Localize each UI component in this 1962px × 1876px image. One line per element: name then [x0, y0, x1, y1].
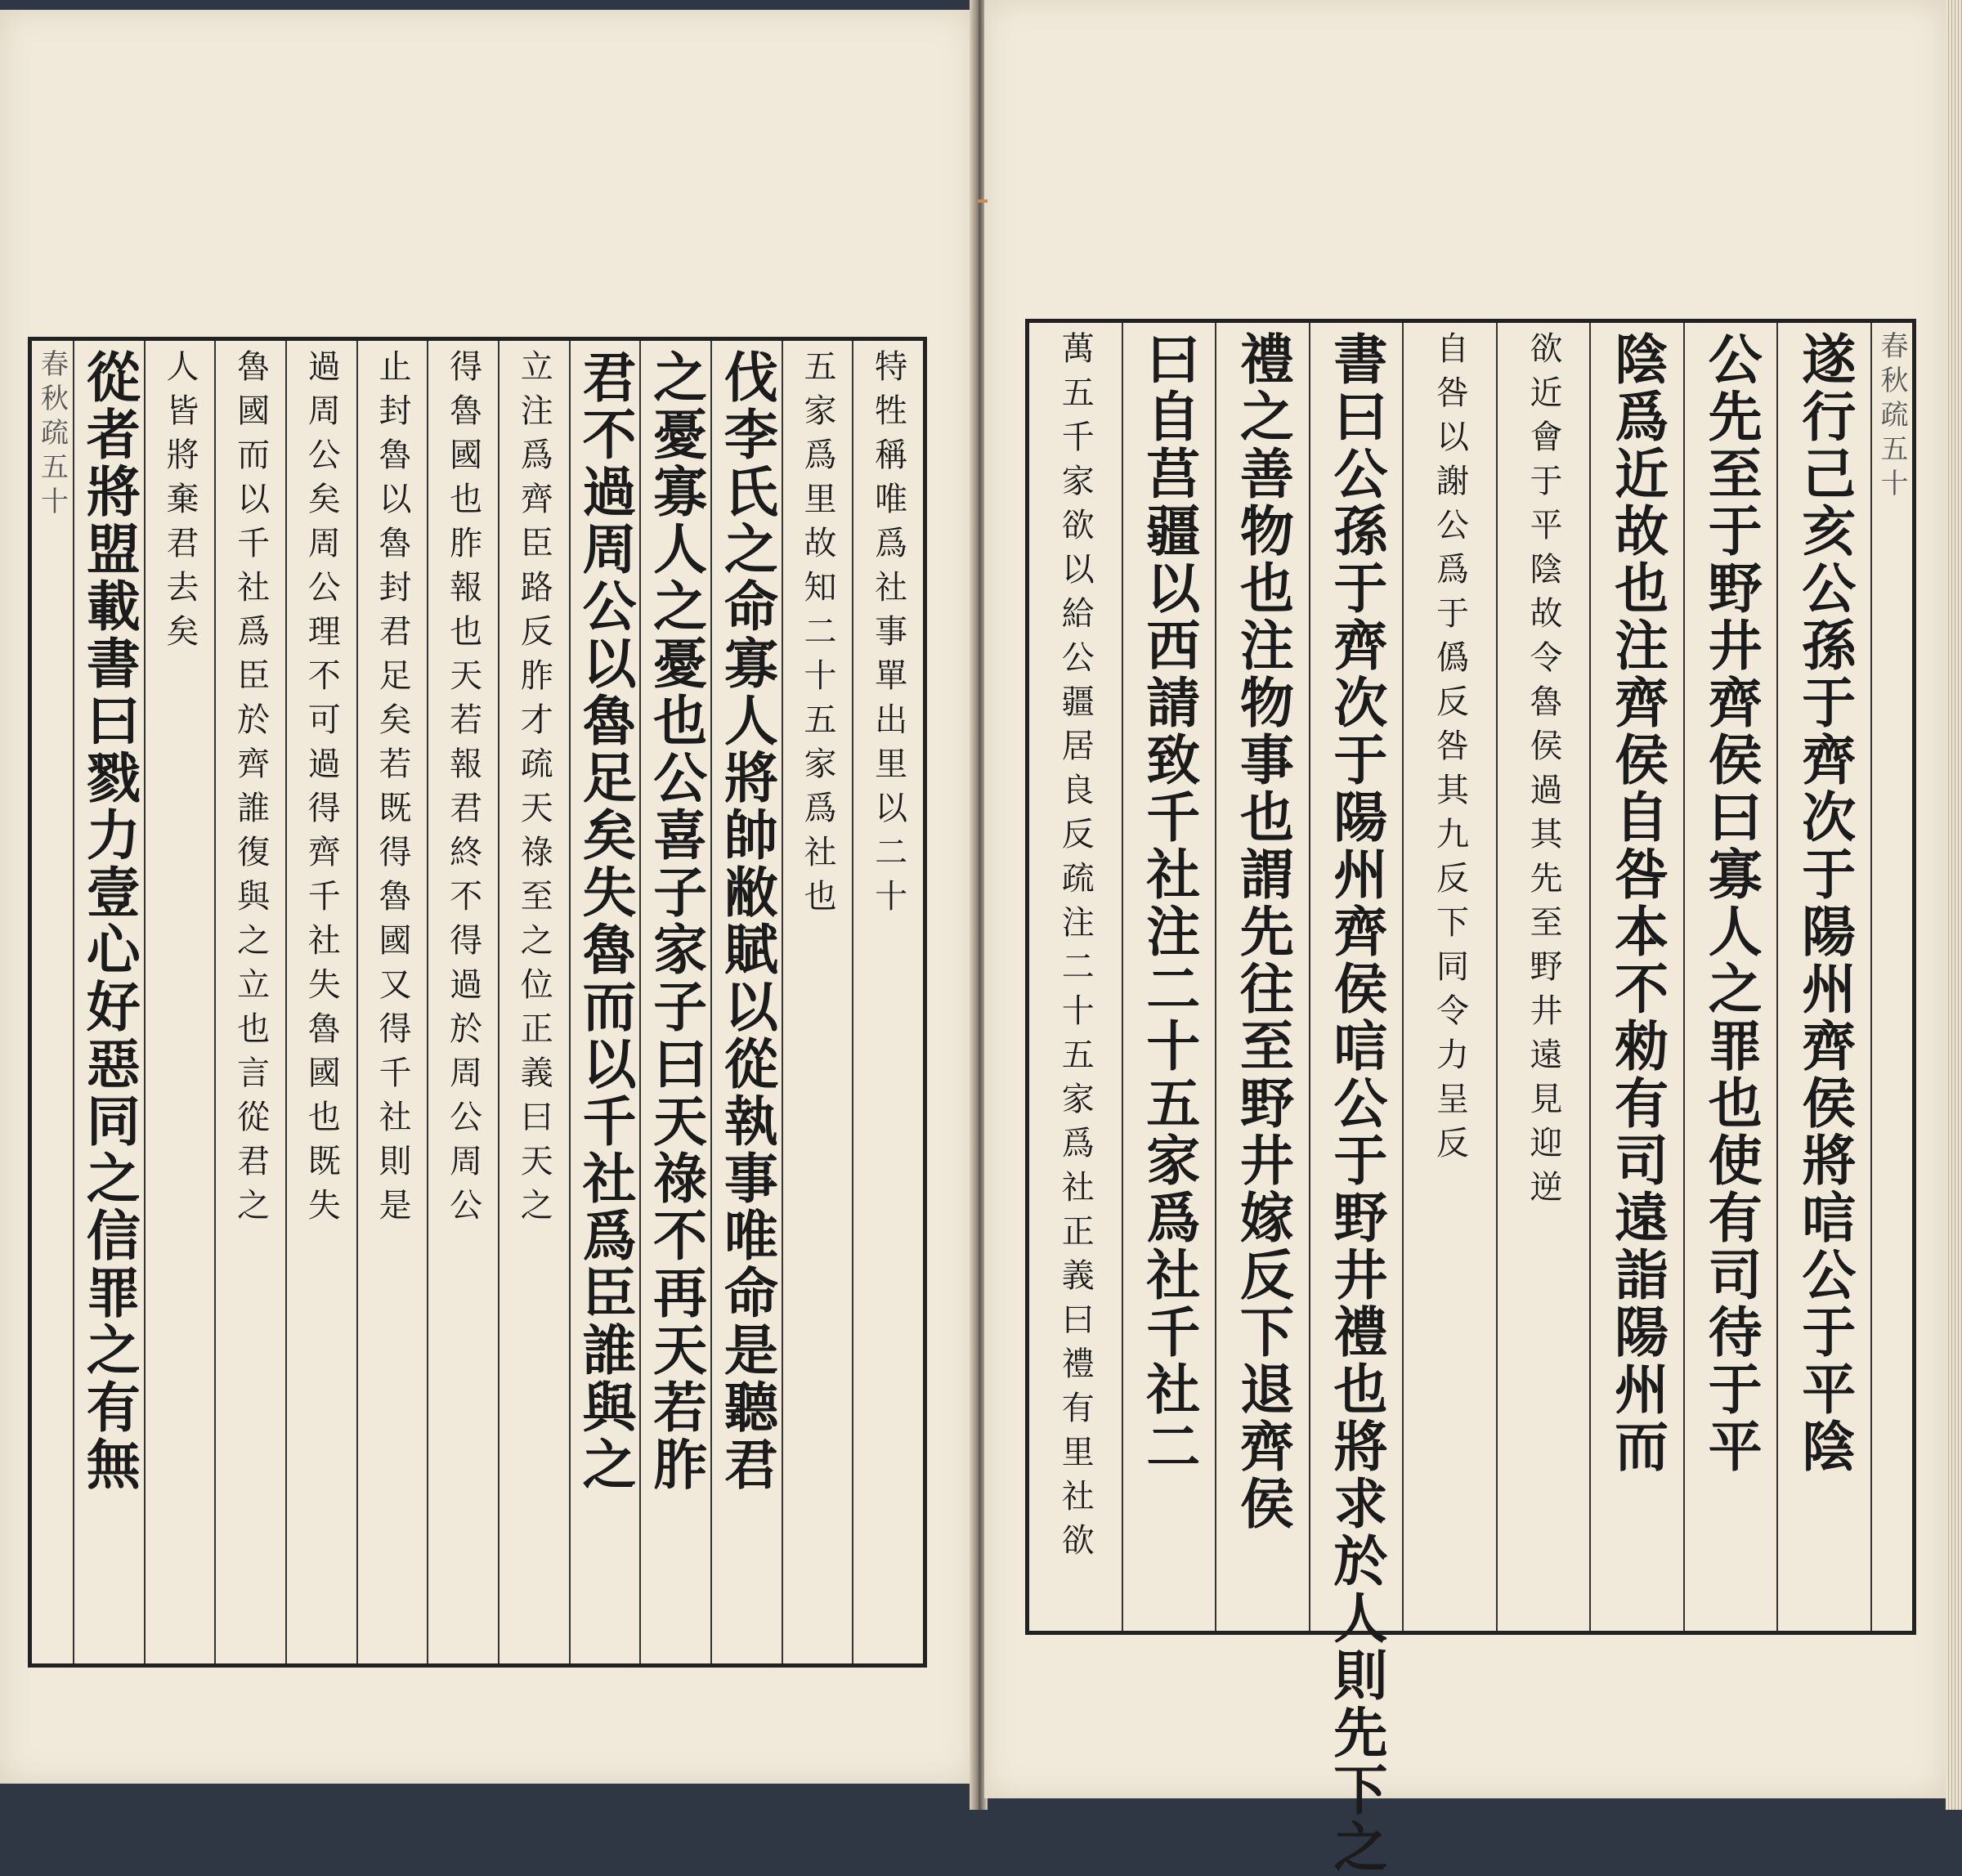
right-column-text: 曰自莒疆以西請致千社注二十五家爲社千社二 [1136, 331, 1201, 1475]
left-column-2 [782, 341, 853, 1663]
left-column-12 [73, 341, 144, 1663]
right-column-text: 萬五千家欲以給公疆居良反疏注二十五家爲社正義曰禮有里社欲 [1056, 331, 1095, 1567]
right-column-6 [1309, 323, 1403, 1876]
right-column-text: 陰爲近故也注齊侯自咎本不勑有司遠詣陽州而 [1605, 331, 1669, 1475]
page-stack-edge [1946, 0, 1962, 1810]
right-margin-column [1870, 323, 1912, 1631]
right-column-9 [1029, 323, 1122, 1631]
left-column-text: 過周公矣周公理不可過得齊千社失魯國也既失 [302, 349, 341, 1232]
right-column-text: 禮之善物也注物事也謂先往至野井嫁反下退齊侯 [1230, 331, 1295, 1533]
left-column-8 [356, 341, 428, 1663]
left-column-4 [639, 341, 710, 1663]
left-column-text: 伐李氏之命寡人將帥敝賦以從執事唯命是聽君 [714, 349, 779, 1493]
right-column-text: 自咎以謝公爲于僞反咎其九反下同令力呈反 [1431, 331, 1469, 1170]
left-margin-title: 春秋疏五十 [35, 349, 69, 521]
right-margin-title: 春秋疏五十 [1875, 331, 1908, 503]
left-column-text: 得魯國也胙報也天若報君終不得過於周公周公 [444, 349, 482, 1232]
right-page [984, 0, 1946, 1876]
left-column-3 [710, 341, 782, 1663]
left-column-text: 立注爲齊臣路反胙才疏天祿至之位正義曰天之 [515, 349, 553, 1232]
right-column-text: 書曰公孫于齊次于陽州齊侯唁公于野井禮也將求於人則先下之 [1324, 331, 1388, 1876]
left-column-text: 魯國而以千社爲臣於齊誰復與之立也言從君之 [231, 349, 270, 1232]
left-column-text: 五家爲里故知二十五家爲社也 [798, 349, 836, 923]
left-column-10 [214, 341, 285, 1663]
right-text-frame [1025, 319, 1916, 1876]
left-column-6 [498, 341, 569, 1663]
left-column-text: 特牲稱唯爲社事單出里以二十 [869, 349, 907, 923]
binding-mark [978, 199, 988, 203]
left-column-text: 從者將盟載書曰戮力壹心好惡同之信罪之有無 [77, 349, 141, 1493]
right-column-text: 公先至于野井齊侯曰寡人之罪也使有司待于平 [1699, 331, 1763, 1475]
right-column-3 [1589, 323, 1683, 1631]
left-column-text: 人皆將棄君去矣 [160, 349, 199, 658]
left-page [0, 10, 973, 1784]
left-text-frame [28, 337, 927, 1668]
left-column-11 [144, 341, 215, 1663]
left-column-5 [569, 341, 640, 1663]
left-margin-column [32, 341, 73, 1663]
right-column-7 [1215, 323, 1309, 1631]
left-column-text: 君不過周公以魯足矣失魯而以千社爲臣誰與之 [572, 349, 637, 1493]
left-column-9 [285, 341, 356, 1663]
left-column-7 [427, 341, 498, 1663]
right-column-text: 欲近會于平陰故令魯侯過其先至野井遠見迎逆 [1525, 331, 1563, 1214]
right-column-1 [1776, 323, 1870, 1631]
left-column-1 [852, 341, 923, 1663]
right-column-4 [1496, 323, 1590, 1631]
right-column-8 [1122, 323, 1216, 1631]
right-column-5 [1402, 323, 1496, 1631]
right-column-text: 遂行己亥公孫于齊次于陽州齊侯將唁公于平陰 [1792, 331, 1857, 1475]
left-column-text: 止封魯以魯封君足矣若既得魯國又得千社則是 [373, 349, 411, 1232]
left-column-text: 之憂寡人之憂也公喜子家子曰天祿不再天若胙 [643, 349, 708, 1493]
right-column-2 [1683, 323, 1777, 1631]
